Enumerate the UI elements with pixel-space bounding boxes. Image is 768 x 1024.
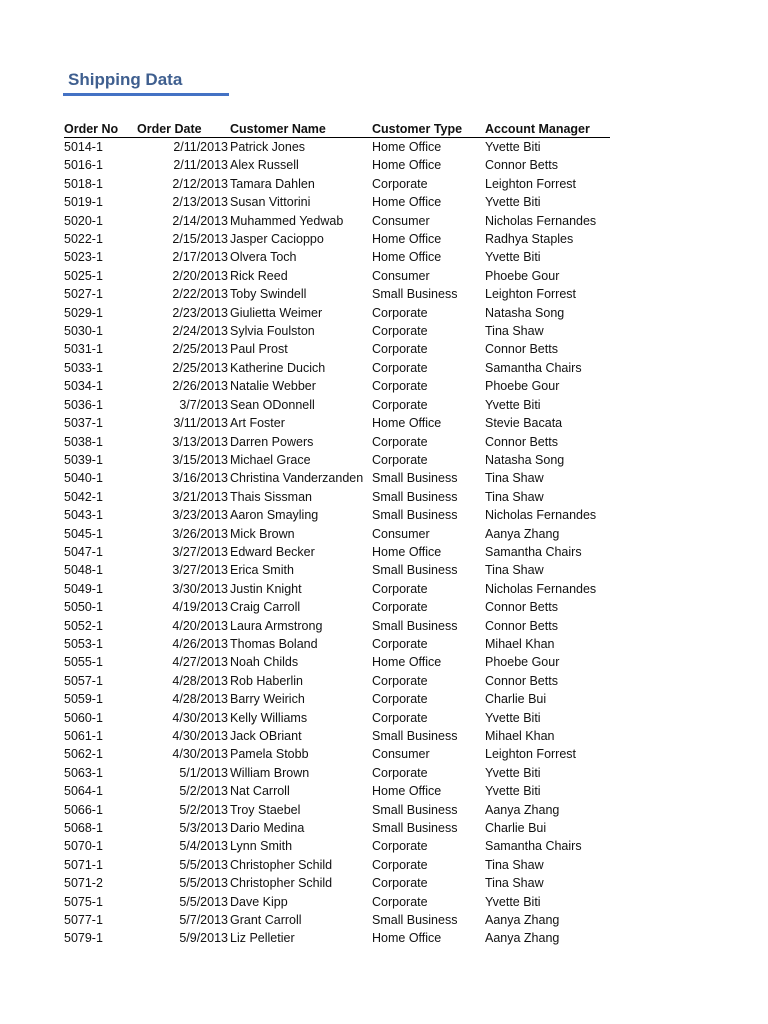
cell-order-date: 4/19/2013 [172, 600, 228, 615]
cell-order-date: 2/24/2013 [172, 324, 228, 339]
cell-customer-name: Nat Carroll [230, 784, 290, 799]
cell-customer-type: Corporate [372, 600, 428, 615]
cell-customer-type: Consumer [372, 213, 430, 228]
cell-customer-name: Aaron Smayling [230, 508, 319, 523]
cell-account-manager: Stevie Bacata [485, 416, 563, 431]
cell-customer-name: Thomas Boland [230, 636, 318, 651]
cell-order-no: 5063-1 [64, 765, 103, 780]
cell-customer-name: Natalie Webber [230, 379, 316, 394]
cell-customer-name: Christina Vanderzanden [230, 471, 364, 486]
table-row [64, 856, 610, 874]
cell-customer-type: Corporate [372, 342, 428, 357]
cell-customer-name: Erica Smith [230, 563, 294, 578]
table-row [64, 745, 610, 763]
cell-customer-name: Darren Powers [230, 434, 314, 449]
cell-customer-type: Corporate [372, 673, 428, 688]
cell-order-no: 5033-1 [64, 360, 103, 375]
cell-customer-type: Consumer [372, 526, 430, 541]
cell-customer-name: Toby Swindell [230, 287, 307, 302]
cell-order-date: 3/27/2013 [172, 544, 228, 559]
table-row [64, 911, 610, 929]
table-row [64, 801, 610, 819]
cell-customer-name: William Brown [230, 765, 310, 780]
table-row [64, 525, 610, 543]
table-row [64, 396, 610, 414]
cell-order-no: 5075-1 [64, 894, 103, 909]
cell-customer-name: Pamela Stobb [230, 747, 309, 762]
column-header-order-date: Order Date [137, 122, 202, 136]
table-row [64, 304, 610, 322]
cell-account-manager: Nicholas Fernandes [485, 508, 597, 523]
cell-customer-type: Small Business [372, 471, 458, 486]
cell-order-date: 3/16/2013 [172, 471, 228, 486]
cell-order-no: 5036-1 [64, 397, 103, 412]
cell-account-manager: Yvette Biti [485, 710, 541, 725]
cell-customer-name: Dario Medina [230, 821, 305, 836]
cell-account-manager: Nicholas Fernandes [485, 581, 597, 596]
cell-customer-name: Troy Staebel [230, 802, 301, 817]
cell-customer-type: Home Office [372, 931, 442, 946]
cell-order-date: 3/13/2013 [172, 434, 228, 449]
cell-account-manager: Tina Shaw [485, 471, 544, 486]
cell-customer-name: Tamara Dahlen [230, 176, 315, 191]
cell-order-date: 4/20/2013 [172, 618, 228, 633]
table-row [64, 340, 610, 358]
cell-customer-type: Corporate [372, 839, 428, 854]
cell-customer-type: Corporate [372, 876, 428, 891]
table-row [64, 727, 610, 745]
cell-order-date: 2/14/2013 [172, 213, 228, 228]
cell-customer-name: Katherine Ducich [230, 360, 326, 375]
cell-order-date: 2/20/2013 [172, 268, 228, 283]
shipping-table [64, 120, 610, 948]
table-header-row [64, 120, 610, 138]
title-underline [63, 93, 229, 96]
cell-customer-name: Dave Kipp [230, 894, 288, 909]
cell-account-manager: Leighton Forrest [485, 747, 577, 762]
table-row [64, 488, 610, 506]
cell-customer-name: Michael Grace [230, 452, 311, 467]
cell-order-date: 4/28/2013 [172, 673, 228, 688]
cell-order-date: 5/1/2013 [179, 765, 228, 780]
table-row [64, 212, 610, 230]
table-row [64, 690, 610, 708]
table-row [64, 561, 610, 579]
cell-customer-name: Art Foster [230, 416, 285, 431]
table-row [64, 543, 610, 561]
cell-customer-type: Home Office [372, 195, 442, 210]
cell-customer-name: Justin Knight [230, 581, 302, 596]
cell-account-manager: Tina Shaw [485, 876, 544, 891]
cell-order-no: 5019-1 [64, 195, 103, 210]
cell-account-manager: Connor Betts [485, 342, 558, 357]
cell-customer-type: Corporate [372, 710, 428, 725]
cell-account-manager: Samantha Chairs [485, 544, 582, 559]
cell-order-no: 5047-1 [64, 544, 103, 559]
table-row [64, 635, 610, 653]
cell-order-no: 5061-1 [64, 729, 103, 743]
cell-account-manager: Tina Shaw [485, 324, 544, 339]
cell-customer-type: Small Business [372, 489, 458, 504]
cell-customer-name: Sylvia Foulston [230, 324, 315, 339]
table-row [64, 193, 610, 211]
table-row [64, 837, 610, 855]
cell-account-manager: Charlie Bui [485, 692, 547, 707]
cell-customer-type: Home Office [372, 544, 442, 559]
cell-customer-name: Christopher Schild [230, 857, 333, 872]
cell-account-manager: Radhya Staples [485, 232, 574, 247]
table-row [64, 451, 610, 469]
cell-order-date: 5/2/2013 [179, 784, 228, 799]
table-row [64, 322, 610, 340]
cell-customer-type: Home Office [372, 655, 442, 670]
cell-customer-name: Noah Childs [230, 655, 299, 670]
cell-order-no: 5077-1 [64, 913, 103, 928]
cell-order-no: 5068-1 [64, 821, 103, 836]
cell-customer-type: Corporate [372, 636, 428, 651]
table-row [64, 175, 610, 193]
cell-customer-type: Corporate [372, 305, 428, 320]
cell-customer-name: Rick Reed [230, 268, 288, 283]
cell-order-no: 5016-1 [64, 158, 103, 173]
cell-order-date: 2/22/2013 [172, 287, 228, 302]
cell-order-no: 5018-1 [64, 176, 103, 191]
cell-account-manager: Yvette Biti [485, 195, 541, 210]
cell-order-date: 5/3/2013 [179, 821, 228, 836]
cell-account-manager: Aanya Zhang [485, 802, 560, 817]
cell-order-no: 5034-1 [64, 379, 103, 394]
cell-order-date: 4/27/2013 [172, 655, 228, 670]
cell-account-manager: Connor Betts [485, 673, 558, 688]
cell-customer-type: Consumer [372, 268, 430, 283]
cell-account-manager: Yvette Biti [485, 894, 541, 909]
cell-order-no: 5050-1 [64, 600, 103, 615]
cell-customer-name: Alex Russell [230, 158, 299, 173]
cell-customer-name: Muhammed Yedwab [230, 213, 344, 228]
cell-order-no: 5020-1 [64, 213, 103, 228]
cell-order-no: 5031-1 [64, 342, 103, 357]
column-header-customer-type: Customer Type [372, 122, 463, 136]
cell-account-manager: Samantha Chairs [485, 360, 582, 375]
table-row [64, 506, 610, 524]
cell-order-date: 5/5/2013 [179, 857, 228, 872]
cell-customer-type: Corporate [372, 581, 428, 596]
cell-order-no: 5059-1 [64, 692, 103, 707]
cell-customer-name: Christopher Schild [230, 876, 333, 891]
cell-order-date: 2/17/2013 [172, 250, 228, 265]
cell-order-no: 5037-1 [64, 416, 103, 431]
cell-customer-type: Corporate [372, 765, 428, 780]
cell-order-no: 5029-1 [64, 305, 103, 320]
table-row [64, 138, 610, 156]
cell-order-no: 5023-1 [64, 250, 103, 265]
cell-customer-name: Jasper Cacioppo [230, 232, 324, 247]
column-header-order-no: Order No [64, 122, 119, 136]
cell-order-no: 5049-1 [64, 581, 103, 596]
cell-account-manager: Mihael Khan [485, 729, 555, 743]
cell-order-date: 3/7/2013 [179, 397, 228, 412]
cell-order-date: 2/23/2013 [172, 305, 228, 320]
cell-customer-name: Grant Carroll [230, 913, 302, 928]
cell-order-date: 5/4/2013 [179, 839, 228, 854]
cell-order-date: 2/15/2013 [172, 232, 228, 247]
cell-account-manager: Tina Shaw [485, 489, 544, 504]
cell-customer-name: Thais Sissman [230, 489, 312, 504]
cell-account-manager: Yvette Biti [485, 765, 541, 780]
cell-account-manager: Aanya Zhang [485, 913, 560, 928]
cell-account-manager: Yvette Biti [485, 250, 541, 265]
cell-account-manager: Samantha Chairs [485, 839, 582, 854]
table-row [64, 782, 610, 800]
cell-customer-type: Small Business [372, 287, 458, 302]
table-row [64, 377, 610, 395]
cell-order-no: 5071-1 [64, 857, 103, 872]
cell-customer-name: Craig Carroll [230, 600, 301, 615]
cell-customer-type: Home Office [372, 784, 442, 799]
cell-account-manager: Connor Betts [485, 600, 558, 615]
cell-order-no: 5057-1 [64, 673, 103, 688]
cell-account-manager: Yvette Biti [485, 140, 541, 154]
cell-account-manager: Connor Betts [485, 618, 558, 633]
cell-customer-type: Small Business [372, 821, 458, 836]
table-row [64, 156, 610, 174]
cell-customer-type: Corporate [372, 434, 428, 449]
cell-customer-type: Corporate [372, 324, 428, 339]
cell-order-no: 5070-1 [64, 839, 103, 854]
table-row [64, 653, 610, 671]
table-row [64, 248, 610, 266]
cell-order-no: 5048-1 [64, 563, 103, 578]
table-row [64, 469, 610, 487]
table-row [64, 929, 610, 947]
cell-customer-type: Small Business [372, 508, 458, 523]
cell-customer-type: Home Office [372, 250, 442, 265]
cell-order-no: 5027-1 [64, 287, 103, 302]
cell-account-manager: Aanya Zhang [485, 526, 560, 541]
cell-order-no: 5014-1 [64, 140, 103, 154]
cell-customer-type: Corporate [372, 857, 428, 872]
cell-order-no: 5039-1 [64, 452, 103, 467]
cell-customer-type: Corporate [372, 894, 428, 909]
cell-account-manager: Natasha Song [485, 452, 565, 467]
cell-order-no: 5062-1 [64, 747, 103, 762]
table-row [64, 230, 610, 248]
cell-order-no: 5022-1 [64, 232, 103, 247]
cell-account-manager: Yvette Biti [485, 784, 541, 799]
cell-customer-name: Giulietta Weimer [230, 305, 323, 320]
cell-account-manager: Connor Betts [485, 434, 558, 449]
cell-customer-name: Liz Pelletier [230, 931, 295, 946]
cell-account-manager: Mihael Khan [485, 636, 555, 651]
cell-order-date: 3/27/2013 [172, 563, 228, 578]
page-title: Shipping Data [68, 70, 183, 89]
table-row [64, 598, 610, 616]
table-row [64, 580, 610, 598]
cell-account-manager: Aanya Zhang [485, 931, 560, 946]
cell-customer-name: Paul Prost [230, 342, 288, 357]
cell-order-no: 5043-1 [64, 508, 103, 523]
cell-customer-name: Kelly Williams [230, 710, 308, 725]
table-body [64, 138, 610, 948]
cell-order-no: 5053-1 [64, 636, 103, 651]
cell-customer-type: Home Office [372, 416, 442, 431]
cell-order-no: 5055-1 [64, 655, 103, 670]
cell-customer-type: Consumer [372, 747, 430, 762]
table-row [64, 414, 610, 432]
cell-customer-name: Barry Weirich [230, 692, 305, 707]
cell-customer-type: Corporate [372, 176, 428, 191]
cell-customer-type: Home Office [372, 232, 442, 247]
cell-customer-name: Mick Brown [230, 526, 295, 541]
cell-customer-type: Corporate [372, 452, 428, 467]
cell-order-no: 5066-1 [64, 802, 103, 817]
table-row [64, 709, 610, 727]
cell-customer-name: Laura Armstrong [230, 618, 323, 633]
cell-order-no: 5040-1 [64, 471, 103, 486]
cell-order-no: 5079-1 [64, 931, 103, 946]
cell-order-date: 5/2/2013 [179, 802, 228, 817]
cell-order-date: 2/26/2013 [172, 379, 228, 394]
cell-customer-type: Small Business [372, 618, 458, 633]
cell-account-manager: Connor Betts [485, 158, 558, 173]
cell-customer-type: Corporate [372, 397, 428, 412]
cell-customer-type: Corporate [372, 692, 428, 707]
cell-customer-name: Rob Haberlin [230, 673, 303, 688]
cell-order-date: 3/30/2013 [172, 581, 228, 596]
cell-order-date: 2/25/2013 [172, 342, 228, 357]
cell-customer-name: Sean ODonnell [230, 397, 315, 412]
table-row [64, 617, 610, 635]
cell-order-date: 4/30/2013 [172, 747, 228, 762]
cell-customer-type: Small Business [372, 729, 458, 743]
column-header-customer-name: Customer Name [230, 122, 326, 136]
cell-customer-name: Lynn Smith [230, 839, 293, 854]
cell-customer-name: Susan Vittorini [230, 195, 311, 210]
cell-order-date: 4/30/2013 [172, 710, 228, 725]
cell-order-date: 2/11/2013 [173, 140, 228, 154]
cell-customer-name: Olvera Toch [230, 250, 297, 265]
cell-order-date: 4/26/2013 [172, 636, 228, 651]
cell-order-no: 5042-1 [64, 489, 103, 504]
cell-account-manager: Nicholas Fernandes [485, 213, 597, 228]
cell-account-manager: Phoebe Gour [485, 268, 560, 283]
table-row [64, 764, 610, 782]
cell-order-no: 5052-1 [64, 618, 103, 633]
cell-account-manager: Phoebe Gour [485, 655, 560, 670]
cell-order-date: 5/5/2013 [179, 894, 228, 909]
cell-account-manager: Natasha Song [485, 305, 565, 320]
cell-account-manager: Yvette Biti [485, 397, 541, 412]
cell-order-date: 2/11/2013 [173, 158, 228, 173]
cell-customer-type: Home Office [372, 140, 442, 154]
cell-order-date: 4/28/2013 [172, 692, 228, 707]
cell-customer-type: Home Office [372, 158, 442, 173]
cell-order-no: 5060-1 [64, 710, 103, 725]
column-header-account-manager: Account Manager [485, 122, 590, 136]
cell-account-manager: Charlie Bui [485, 821, 547, 836]
cell-order-no: 5045-1 [64, 526, 103, 541]
cell-order-no: 5025-1 [64, 268, 103, 283]
table-row [64, 672, 610, 690]
cell-order-date: 3/11/2013 [173, 416, 228, 431]
cell-order-date: 3/15/2013 [172, 452, 228, 467]
cell-customer-name: Jack OBriant [230, 729, 302, 743]
cell-order-no: 5071-2 [64, 876, 103, 891]
cell-account-manager: Tina Shaw [485, 857, 544, 872]
cell-order-date: 4/30/2013 [172, 729, 228, 743]
cell-order-date: 3/21/2013 [172, 489, 228, 504]
table-row [64, 874, 610, 892]
table-row [64, 285, 610, 303]
cell-order-date: 2/25/2013 [172, 360, 228, 375]
cell-customer-type: Small Business [372, 913, 458, 928]
cell-customer-type: Small Business [372, 563, 458, 578]
table-row [64, 359, 610, 377]
cell-order-date: 3/26/2013 [172, 526, 228, 541]
cell-customer-type: Small Business [372, 802, 458, 817]
cell-customer-name: Patrick Jones [230, 140, 306, 154]
cell-order-date: 5/5/2013 [179, 876, 228, 891]
table-row [64, 433, 610, 451]
cell-account-manager: Leighton Forrest [485, 287, 577, 302]
table-row [64, 893, 610, 911]
cell-customer-type: Corporate [372, 379, 428, 394]
cell-account-manager: Tina Shaw [485, 563, 544, 578]
cell-order-date: 2/13/2013 [172, 195, 228, 210]
cell-account-manager: Leighton Forrest [485, 176, 577, 191]
cell-customer-type: Corporate [372, 360, 428, 375]
cell-order-no: 5064-1 [64, 784, 103, 799]
cell-account-manager: Phoebe Gour [485, 379, 560, 394]
cell-order-date: 5/9/2013 [179, 931, 228, 946]
table-row [64, 267, 610, 285]
cell-order-date: 2/12/2013 [172, 176, 228, 191]
cell-order-date: 5/7/2013 [179, 913, 228, 928]
cell-order-no: 5030-1 [64, 324, 103, 339]
cell-order-no: 5038-1 [64, 434, 103, 449]
cell-customer-name: Edward Becker [230, 544, 315, 559]
table-row [64, 819, 610, 837]
cell-order-date: 3/23/2013 [172, 508, 228, 523]
